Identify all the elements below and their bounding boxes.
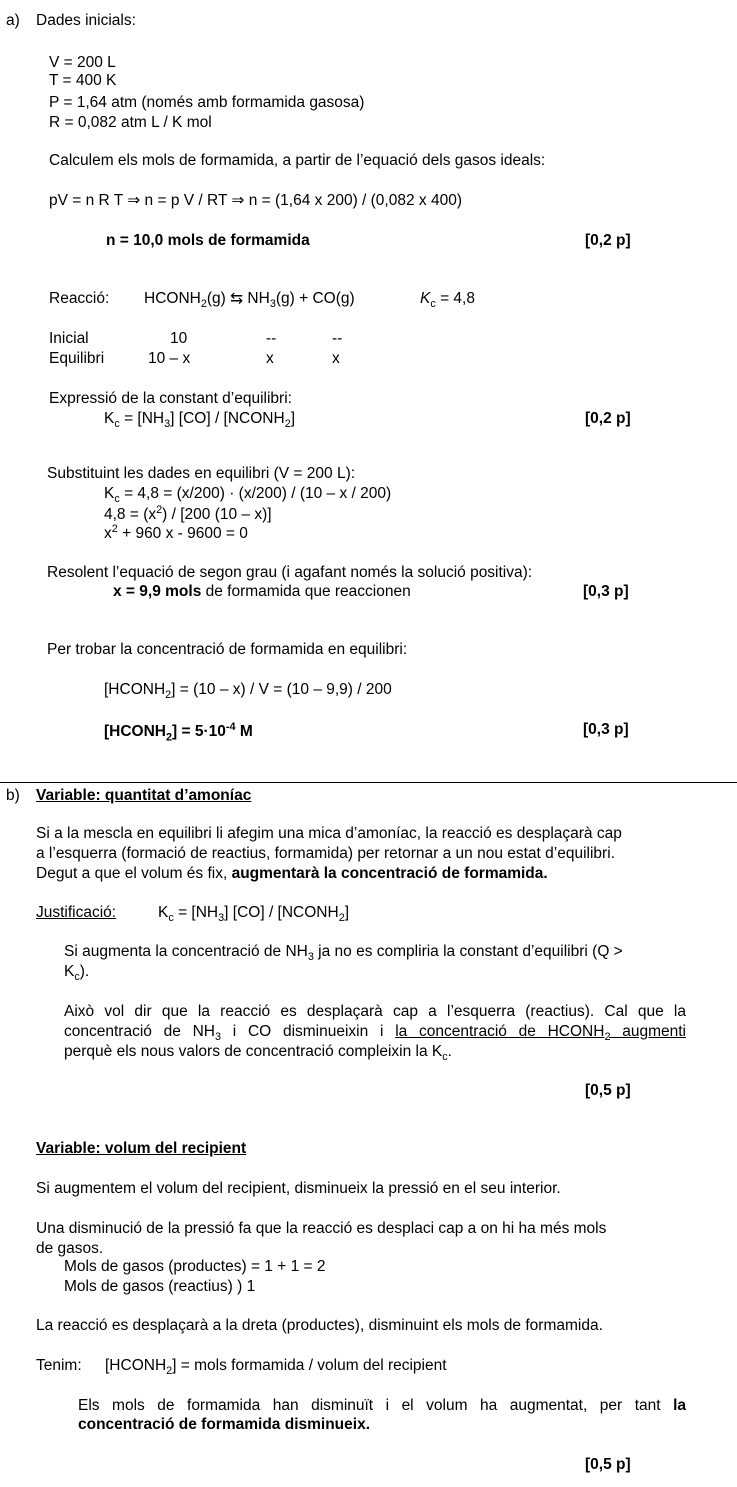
section-divider: [0, 782, 737, 783]
section-b-label: b): [6, 787, 20, 804]
row-equilibri-nh3: x: [266, 350, 274, 367]
score-badge: [0,2 p]: [585, 232, 631, 249]
ammonia-para-line-3: Degut a que el volum és fix, augmentarà la concentració de formamida.: [36, 865, 548, 882]
justification-para-line-1: Si augmenta la concentració de $NH_3$ ja no es compliria la constant d’equilibri (Q >: [64, 943, 623, 964]
row-equilibri-label: Equilibri: [49, 350, 105, 367]
shift-para-line-1: Això vol dir que la reacció es desplaçarà cap a l’esquerra (reactius). Cal que la: [64, 1003, 686, 1020]
justification-para-line-2: $K_c$).: [64, 963, 90, 984]
score-badge: [0,3 p]: [583, 721, 629, 738]
row-inicial-nh3: --: [266, 330, 277, 347]
volume-para: Si augmentem el volum del recipient, disminueix la pressió en el seu interior.: [36, 1180, 561, 1197]
calc-intro: Calculem els mols de formamida, a partir de l’equació dels gasos ideals:: [49, 152, 546, 169]
variable-heading-volume: Variable: volum del recipient: [36, 1140, 247, 1157]
ammonia-para-line-1: Si a la mescla en equilibri li afegim una mica d’amoníac, la reacció es desplaçarà cap: [36, 825, 622, 842]
ideal-gas-equation: pV = n R T ⇒ n = p V / RT ⇒ n = (1,64 x 200) / (0,082 x 400): [49, 192, 462, 209]
ammonia-para-line-2: a l’esquerra (formació de reactius, formamida) per retornar a un nou estat d’equilibri.: [36, 845, 615, 862]
shift-para-line-2: concentració de $NH_3$ i CO disminueixin i la concentració de $HCONH_2$ augmenti: [64, 1023, 686, 1043]
row-equilibri-hconh2: 10 – x: [148, 350, 191, 367]
row-inicial-co: --: [332, 330, 343, 347]
moles-reactants: Mols de gasos (reactius) ) 1: [64, 1278, 256, 1295]
tenim-expression: $[HCONH_2]$ = mols formamida / volum del recipient: [105, 1357, 447, 1378]
justification-expression: $K_c = [NH_3]$ $[CO] / [NCONH_2]$: [158, 904, 350, 925]
section-a-heading: Dades inicials:: [36, 12, 136, 29]
substitution-line-2: $4,8 = (x^2) / [200$ (10 – x)]: [104, 504, 272, 524]
shift-right-para: La reacció es desplaçarà a la dreta (productes), disminuint els mols de formamida.: [36, 1317, 603, 1334]
row-inicial-hconh2: 10: [170, 330, 188, 347]
reaction-equation: $HCONH_2(g)$ ⇆ $NH_3(g) + CO(g)$: [144, 290, 355, 311]
value-volume: V = 200 L: [49, 54, 116, 71]
reaction-label: Reacció:: [49, 290, 110, 307]
value-pressure: P = 1,64 atm (només amb formamida gasosa): [49, 94, 365, 111]
moles-products: Mols de gasos (productes) = 1 + 1 = 2: [64, 1258, 326, 1275]
equilibrium-constant-value: $K_c = 4,8$: [420, 290, 475, 311]
variable-heading-ammonia: Variable: quantitat d’amoníac: [36, 787, 252, 804]
expression-title: Expressió de la constant d’equilibri:: [49, 390, 292, 407]
justification-label: Justificació:: [36, 904, 117, 921]
pressure-para-line-2: de gasos.: [36, 1240, 104, 1257]
section-a-label: a): [6, 12, 20, 29]
score-badge: [0,2 p]: [585, 410, 631, 427]
concentration-title: Per trobar la concentració de formamida en equilibri:: [47, 641, 408, 658]
score-badge: [0,5 p]: [585, 1456, 631, 1473]
moles-result: n = 10,0 mols de formamida: [106, 232, 310, 249]
resolution-result: x = 9,9 mols de formamida que reaccionen: [113, 583, 411, 600]
substitution-title: Substituint les dades en equilibri (V = 200 L):: [47, 465, 356, 482]
substitution-line-1: $K_c = 4,8 = (x/200) \cdot (x/200) / (10 - x / 200)$: [104, 485, 392, 506]
tenim-label: Tenim:: [36, 1357, 82, 1374]
concentration-result: $[HCONH_2] = 5\cdot 10^{-4}$ M: [104, 721, 253, 744]
substitution-line-3: $x^2 + 960$ x - 9600 = 0: [104, 523, 248, 543]
value-temperature: T = 400 K: [49, 72, 117, 89]
score-badge: [0,5 p]: [585, 1082, 631, 1099]
conclusion-line-1: Els mols de formamida han disminuït i el volum ha augmentat, per tant la: [78, 1397, 686, 1414]
equilibrium-expression: $K_c = [NH_3]$ $[CO] / [NCONH_2]$: [104, 410, 296, 431]
value-gas-constant: R = 0,082 atm L / K mol: [49, 114, 212, 131]
concentration-equation: $[HCONH_2] = (10 - x) / V = (10 - 9,9) / 200$: [104, 681, 392, 702]
score-badge: [0,3 p]: [583, 583, 629, 600]
conclusion-line-2: concentració de formamida disminueix.: [78, 1416, 370, 1433]
shift-para-line-3: perquè els nous valors de concentració compleixin la $K_c$.: [64, 1043, 452, 1064]
row-equilibri-co: x: [332, 350, 340, 367]
resolution-title: Resolent l’equació de segon grau (i agafant només la solució positiva):: [47, 564, 533, 581]
pressure-para-line-1: Una disminució de la pressió fa que la reacció es desplaci cap a on hi ha més mols: [36, 1220, 607, 1237]
row-inicial-label: Inicial: [49, 330, 89, 347]
